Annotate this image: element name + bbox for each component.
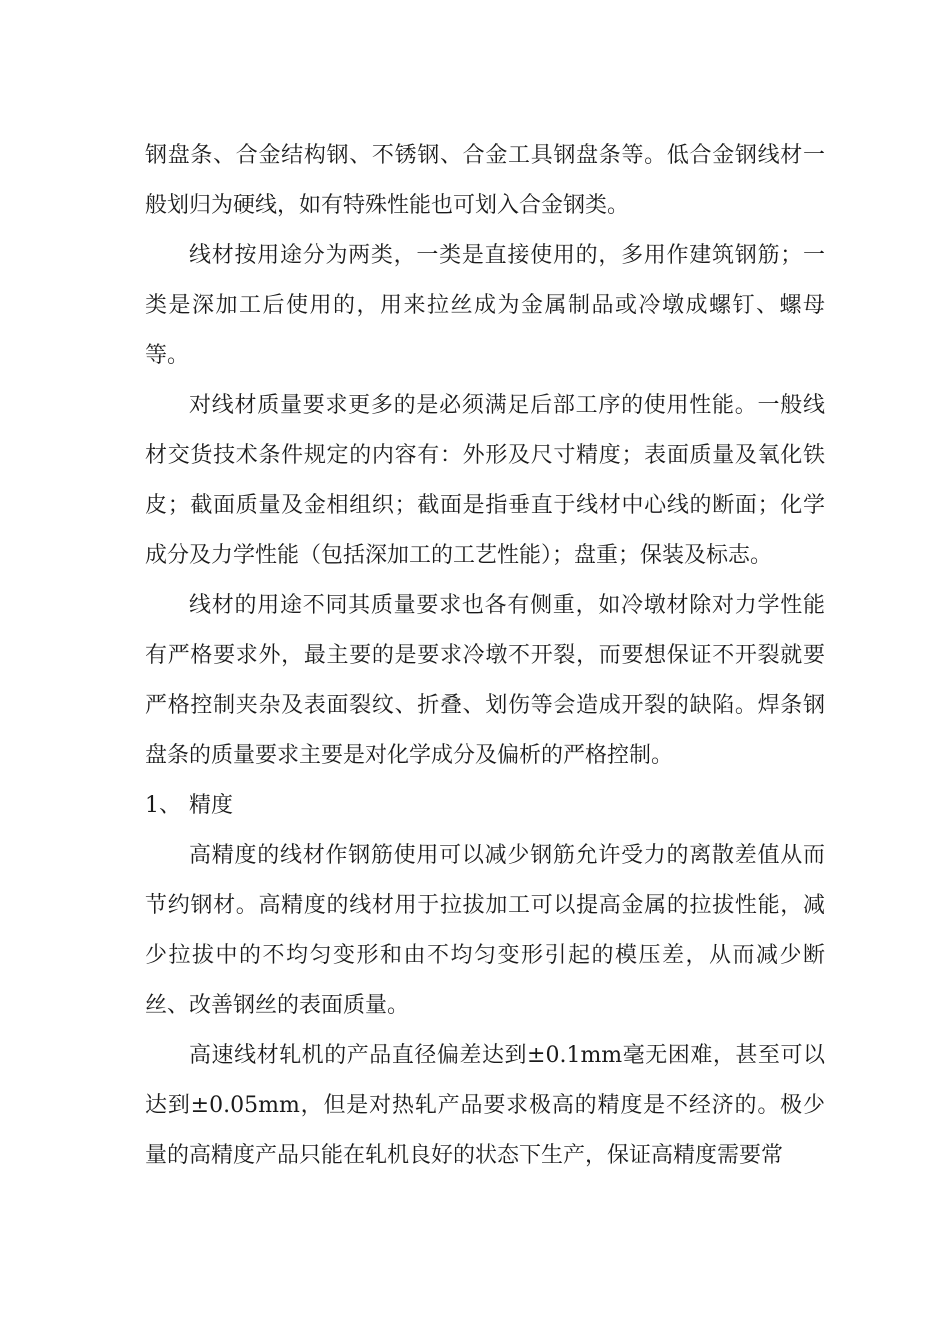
paragraph-precision-tolerance: 高速线材轧机的产品直径偏差达到±0.1mm毫无困难，甚至可以达到±0.05mm，但是对热轧产品要求极高的精度是不经济的。极少量的高精度产品只能在轧机良好的状态下生产，保证高精度需要常 <box>145 1043 825 1168</box>
paragraph-usage-emphasis: 线材的用途不同其质量要求也各有侧重，如冷墩材除对力学性能有严格要求外，最主要的是要求冷墩不开裂，而要想保证不开裂就要严格控制夹杂及表面裂纹、折叠、划伤等会造成开裂的缺陷。焊条钢盘条的质量要求主要是对化学成分及偏析的严格控制。 <box>145 593 825 768</box>
document-body <box>145 131 825 1181</box>
section-number: 1、 <box>145 793 181 818</box>
paragraph-precision-benefits: 高精度的线材作钢筋使用可以减少钢筋允许受力的离散差值从而节约钢材。高精度的线材用于拉拔加工可以提高金属的拉拔性能，减少拉拔中的不均匀变形和由不均匀变形引起的模压差，从而减少断丝、改善钢丝的表面质量。 <box>145 843 825 1018</box>
section-heading <box>145 781 825 831</box>
paragraph-quality-requirements: 对线材质量要求更多的是必须满足后部工序的使用性能。一般线材交货技术条件规定的内容有：外形及尺寸精度；表面质量及氧化铁皮；截面质量及金相组织；截面是指垂直于线材中心线的断面；化学成分及力学性能（包括深加工的工艺性能）；盘重；保装及标志。 <box>145 393 825 568</box>
paragraph-usage-classes: 线材按用途分为两类，一类是直接使用的，多用作建筑钢筋；一类是深加工后使用的，用来拉丝成为金属制品或冷墩成螺钉、螺母等。 <box>145 243 825 368</box>
section-title: 精度 <box>189 793 234 818</box>
paragraph-continuation: 钢盘条、合金结构钢、不锈钢、合金工具钢盘条等。低合金钢线材一般划归为硬线，如有特殊性能也可划入合金钢类。 <box>145 143 825 218</box>
